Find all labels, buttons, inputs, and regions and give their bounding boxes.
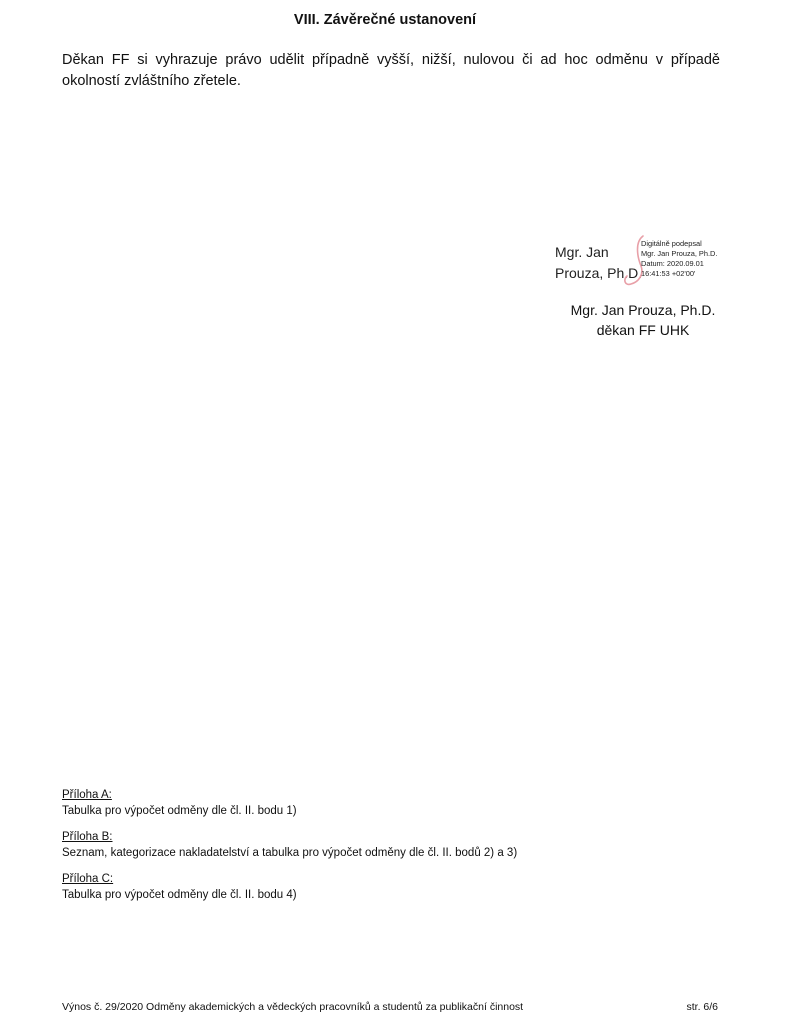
signature-detail-line: Mgr. Jan Prouza, Ph.D.: [641, 249, 718, 258]
annex-list: [62, 787, 682, 913]
digital-signature[interactable]: [553, 232, 753, 292]
annex-title: Příloha B:: [62, 831, 113, 843]
signature-name-line1: Mgr. Jan: [555, 244, 609, 260]
section-paragraph: Děkan FF si vyhrazuje právo udělit případně vyšší, nižší, nulovou či ad hoc odměnu v případě okolností zvláštního zřetele.: [62, 52, 720, 89]
signature-detail-line: Datum: 2020.09.01: [641, 259, 704, 268]
signer-title: děkan FF UHK: [596, 322, 690, 338]
footer-document-title: Výnos č. 29/2020 Odměny akademických a vědeckých pracovníků a studentů za publikační činnost: [62, 1001, 524, 1013]
signature-name-line2: Prouza, Ph.D.: [555, 265, 643, 281]
signer-name: Mgr. Jan Prouza, Ph.D.: [570, 302, 716, 318]
annex-description: Seznam, kategorizace nakladatelství a tabulka pro výpočet odměny dle čl. II. bodů 2) a 3): [62, 847, 518, 859]
annex-item: [62, 871, 682, 903]
annex-description: Tabulka pro výpočet odměny dle čl. II. bodu 4): [62, 889, 297, 901]
annex-title: Příloha A:: [62, 789, 112, 801]
signer-block: [560, 300, 726, 340]
signature-detail-line: Digitálně podepsal: [641, 239, 702, 248]
annex-item: [62, 829, 682, 861]
section-heading: VIII. Závěrečné ustanovení: [293, 12, 477, 28]
annex-description: Tabulka pro výpočet odměny dle čl. II. bodu 1): [62, 805, 297, 817]
page-number: str. 6/6: [686, 1001, 718, 1013]
annex-title: Příloha C:: [62, 873, 114, 885]
signature-detail-line: 16:41:53 +02'00': [641, 269, 696, 278]
annex-item: [62, 787, 682, 819]
signature-details: [641, 239, 717, 279]
